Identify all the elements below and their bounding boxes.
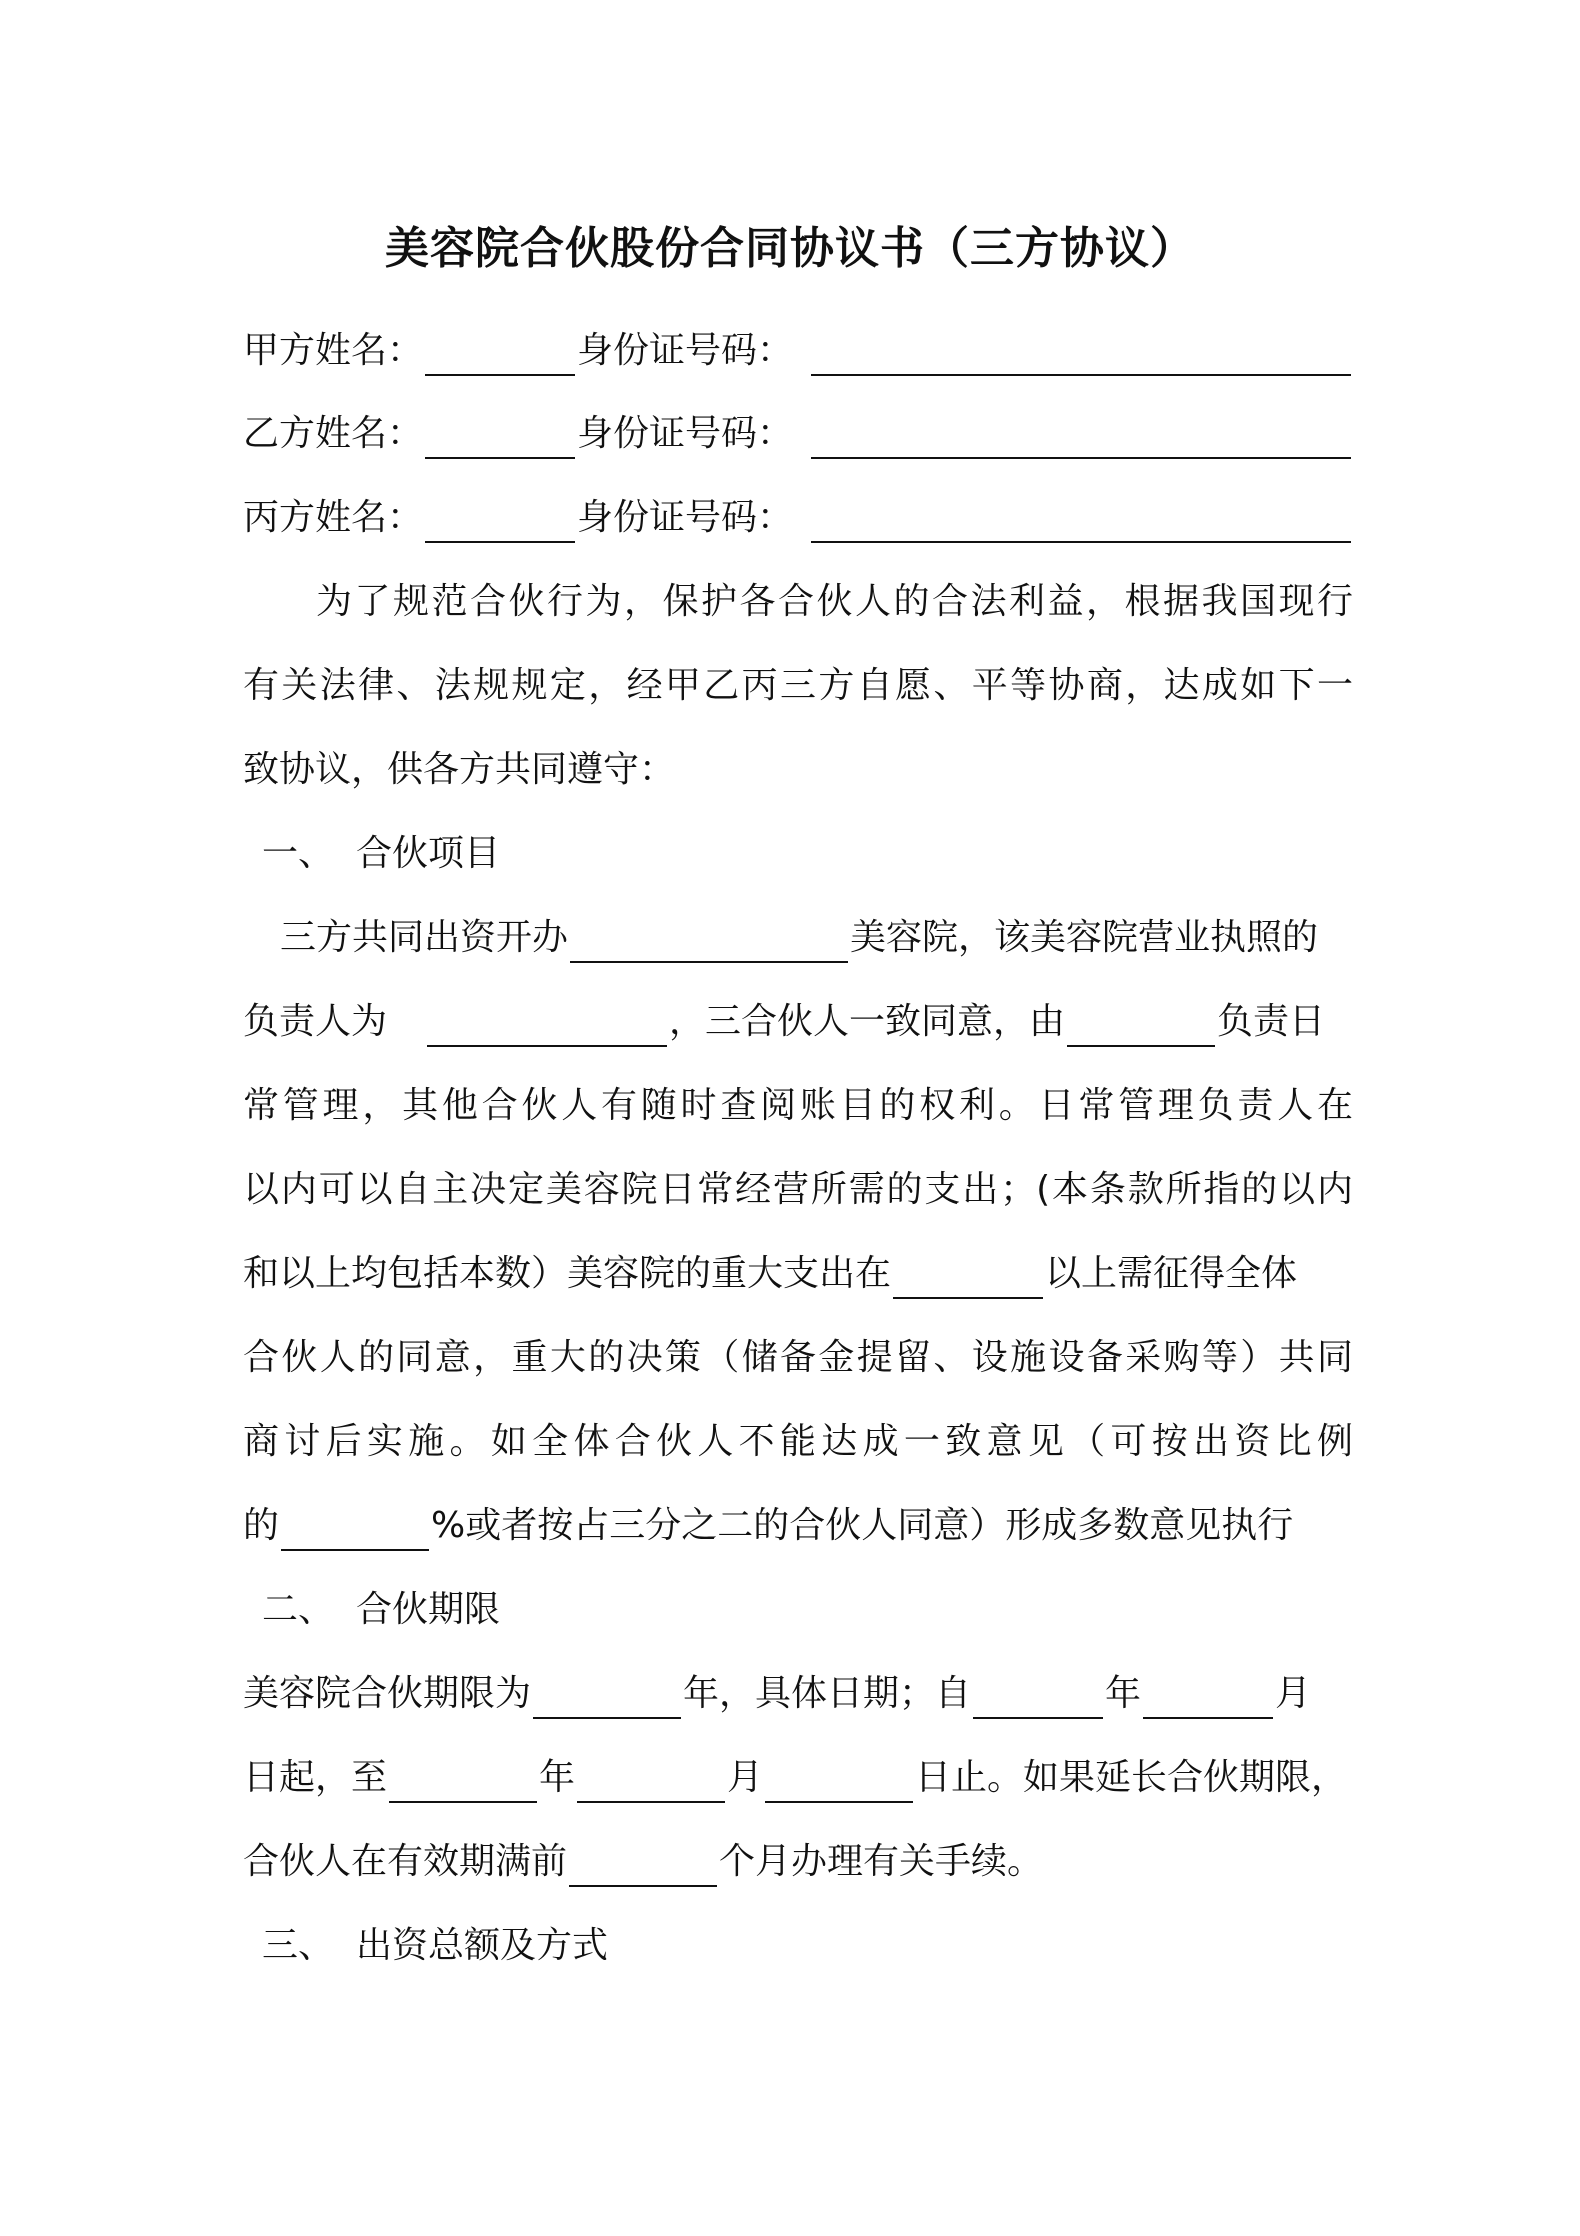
party-name-label: 甲方姓名： [243, 330, 424, 371]
major-expense-blank[interactable] [893, 1253, 1043, 1299]
party-name-blank[interactable] [425, 330, 575, 376]
party-id-label: 身份证号码： [577, 330, 794, 371]
clause1-line-8 [243, 1501, 1353, 1551]
clause1-line-1 [280, 913, 1390, 963]
party-id-label: 身份证号码： [577, 497, 794, 538]
clause-text: 的 [243, 1505, 280, 1546]
party-id-blank[interactable] [811, 330, 1351, 376]
clause-text: 美容院，该美容院营业执照的 [850, 917, 1319, 958]
clause-text: 合伙人在有效期满前 [243, 1841, 568, 1882]
clause-text: 月 [1275, 1673, 1312, 1714]
salon-name-blank[interactable] [570, 917, 848, 963]
party-name-blank[interactable] [425, 497, 575, 543]
clause-text: 负责日 [1217, 1001, 1326, 1042]
clause-text: ，三合伙人一致同意，由 [669, 1001, 1066, 1042]
clause-text: 年 [1105, 1673, 1142, 1714]
document-title: 美容院合伙股份合同协议书（三方协议） [385, 223, 1195, 274]
party-row-jia [243, 326, 1353, 376]
start-year-blank[interactable] [973, 1673, 1103, 1719]
section-number: 三、 [262, 1925, 335, 1966]
intro-line-2: 有关法律、法规规定，经甲乙丙三方自愿、平等协商，达成如下一 [243, 665, 1353, 706]
section-title: 合伙期限 [356, 1589, 501, 1630]
end-day-blank[interactable] [765, 1757, 913, 1803]
clause-text: 以上需征得全体 [1045, 1253, 1298, 1294]
section-number: 二、 [262, 1589, 335, 1630]
clause-text: 年 [539, 1757, 576, 1798]
license-holder-blank[interactable] [427, 1001, 667, 1047]
section-heading-2 [262, 1585, 1372, 1635]
party-name-label: 丙方姓名： [243, 497, 424, 538]
party-id-blank[interactable] [811, 497, 1351, 543]
party-id-blank[interactable] [811, 413, 1351, 459]
intro-line-3: 致协议，供各方共同遵守： [243, 749, 676, 790]
clause-text: 三方共同出资开办 [280, 917, 569, 958]
clause1-line-7: 商讨后实施。如全体合伙人不能达成一致意见（可按出资比例 [243, 1421, 1353, 1462]
clause1-line-3: 常管理，其他合伙人有随时查阅账目的权利。日常管理负责人在 [243, 1085, 1353, 1126]
clause-text: 负责人为 [243, 1001, 388, 1042]
clause-text: 日起，至 [243, 1757, 388, 1798]
start-month-blank[interactable] [1143, 1673, 1273, 1719]
clause2-line-3 [243, 1837, 1353, 1887]
clause-text: 月 [727, 1757, 764, 1798]
party-row-bing [243, 493, 1353, 543]
section-title: 合伙项目 [356, 833, 501, 874]
renewal-months-blank[interactable] [569, 1841, 717, 1887]
party-name-label: 乙方姓名： [243, 413, 424, 454]
clause2-line-1 [243, 1669, 1353, 1719]
clause-text: 美容院合伙期限为 [243, 1673, 532, 1714]
manager-blank[interactable] [1067, 1001, 1215, 1047]
party-name-blank[interactable] [425, 413, 575, 459]
intro-line-1: 为了规范合伙行为，保护各合伙人的合法利益，根据我国现行 [316, 581, 1353, 622]
clause-text: 日止。如果延长合伙期限， [915, 1757, 1348, 1798]
percentage-blank[interactable] [281, 1505, 429, 1551]
party-row-yi [243, 409, 1353, 459]
end-month-blank[interactable] [577, 1757, 725, 1803]
section-title: 出资总额及方式 [356, 1925, 609, 1966]
clause-text: 年，具体日期；自 [683, 1673, 972, 1714]
section-number: 一、 [262, 833, 335, 874]
party-id-label: 身份证号码： [577, 413, 794, 454]
clause-text: 和以上均包括本数）美容院的重大支出在 [243, 1253, 892, 1294]
end-year-blank[interactable] [389, 1757, 537, 1803]
clause1-line-6: 合伙人的同意，重大的决策（储备金提留、设施设备采购等）共同 [243, 1337, 1353, 1378]
section-heading-1 [262, 829, 1372, 879]
clause-text: 个月办理有关手续。 [719, 1841, 1044, 1882]
clause1-line-2 [243, 997, 1353, 1047]
term-years-blank[interactable] [533, 1673, 681, 1719]
clause1-line-4: 以内可以自主决定美容院日常经营所需的支出；(本条款所指的以内 [243, 1169, 1353, 1210]
section-heading-3 [262, 1921, 1372, 1971]
clause1-line-5 [243, 1249, 1353, 1299]
clause2-line-2 [243, 1753, 1353, 1803]
clause-text: %或者按占三分之二的合伙人同意）形成多数意见执行 [431, 1505, 1294, 1546]
